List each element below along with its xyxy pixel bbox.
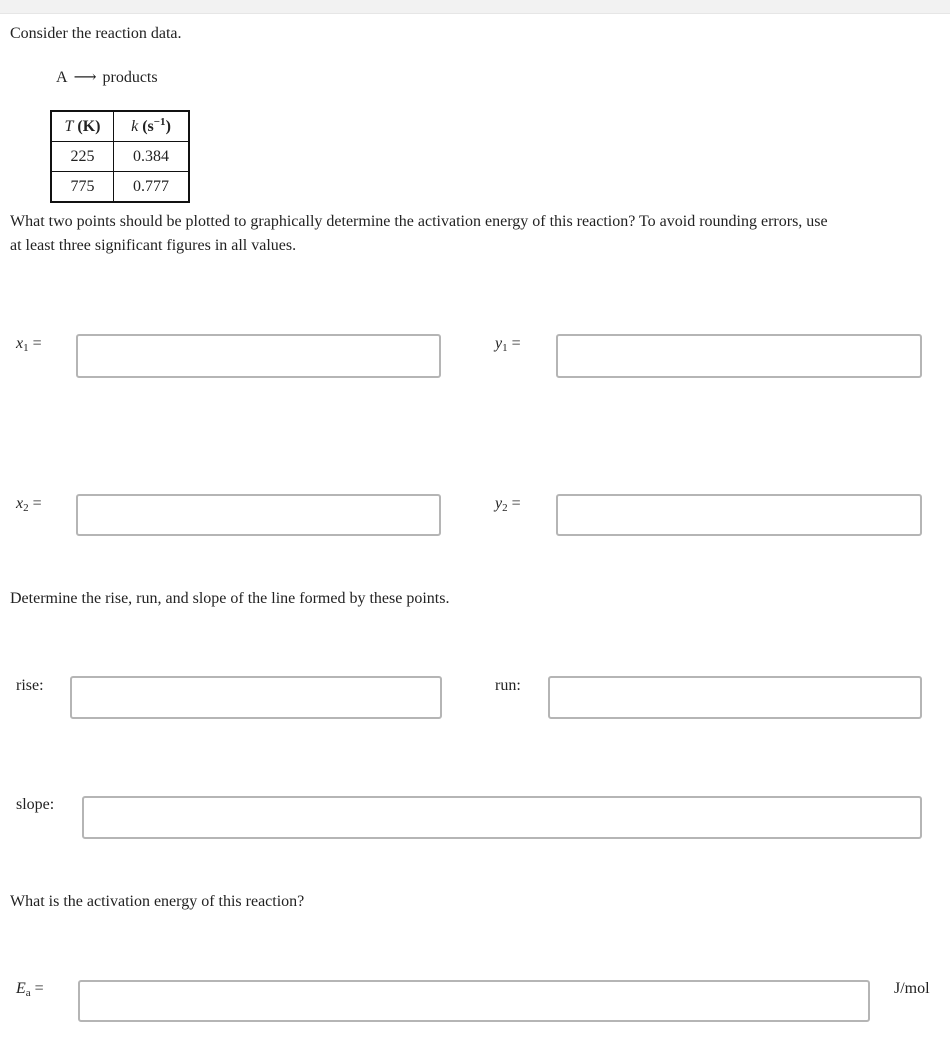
table-header-row xyxy=(51,111,189,142)
x1-input[interactable] xyxy=(76,334,441,378)
reactant: A xyxy=(56,69,68,86)
reaction-arrow-icon: ⟶ xyxy=(73,69,97,86)
table-cell-temperature: 225 xyxy=(51,142,114,172)
column-header-rate-constant: k $(s^{-1})$ xyxy=(114,111,190,142)
intro-text: Consider the reaction data. xyxy=(10,25,182,42)
y2-label: $y_2$ = xyxy=(495,495,521,514)
x1-label: $x_1$ = xyxy=(16,335,42,354)
activation-energy-input[interactable] xyxy=(78,980,870,1022)
rise-label: rise: xyxy=(16,677,44,694)
y1-input[interactable] xyxy=(556,334,922,378)
product: products xyxy=(102,69,158,86)
slope-input[interactable] xyxy=(82,796,922,839)
question-activation-energy: What is the activation energy of this reaction? xyxy=(10,893,305,910)
column-header-temperature: T (K) xyxy=(51,111,114,142)
question-points-line1: What two points should be plotted to graphically determine the activation energy of this reaction? To avoid rounding errors, use xyxy=(10,213,828,230)
slope-label: slope: xyxy=(16,796,55,813)
activation-energy-label: $E_a$ = xyxy=(16,980,44,999)
y1-label: $y_1$ = xyxy=(495,335,521,354)
run-input[interactable] xyxy=(548,676,922,719)
reaction-equation xyxy=(56,66,158,90)
table-cell-rate-constant: 0.777 xyxy=(114,172,190,203)
reaction-data-table xyxy=(50,110,190,203)
top-bar xyxy=(0,0,950,14)
table-row xyxy=(51,172,189,203)
table-cell-rate-constant: 0.384 xyxy=(114,142,190,172)
table-row xyxy=(51,142,189,172)
y2-input[interactable] xyxy=(556,494,922,536)
activation-energy-unit: J/mol xyxy=(894,980,930,997)
question-line-params: Determine the rise, run, and slope of the line formed by these points. xyxy=(10,590,450,607)
rise-input[interactable] xyxy=(70,676,442,719)
x2-input[interactable] xyxy=(76,494,441,536)
x2-label: $x_2$ = xyxy=(16,495,42,514)
question-points-line2: at least three significant figures in all values. xyxy=(10,237,297,254)
run-label: run: xyxy=(495,677,521,694)
table-cell-temperature: 775 xyxy=(51,172,114,203)
